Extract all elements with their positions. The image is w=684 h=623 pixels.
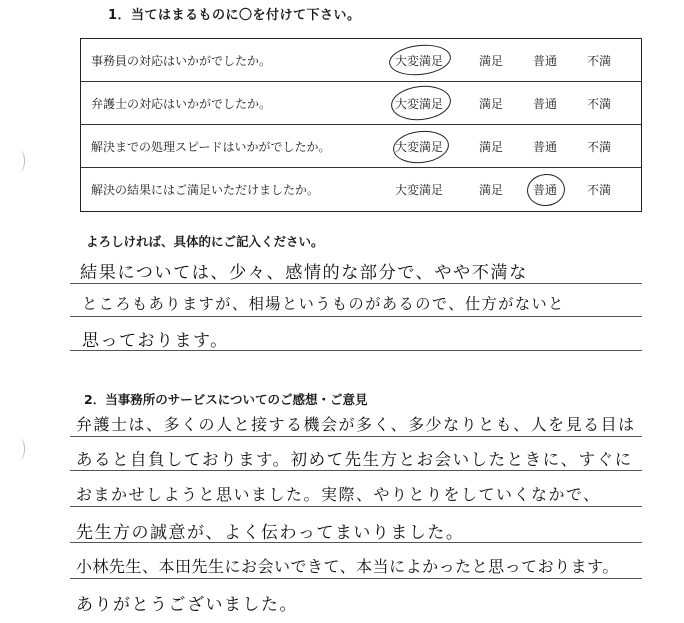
row-question: 事務員の対応はいかがでしたか。 — [91, 54, 272, 68]
handwritten-comment-line: 結果については、少々、感情的な部分で、やや不満な — [80, 263, 528, 283]
option-satisfied[interactable]: 満足 — [479, 140, 504, 154]
option-very-satisfied[interactable]: 大変満足 — [395, 54, 444, 68]
rating-row-lawyer — [81, 82, 641, 125]
selection-circle-mark — [391, 128, 450, 166]
selection-circle-mark — [525, 172, 566, 208]
comment-label: よろしければ、具体的にご記入ください。 — [86, 234, 324, 249]
handwritten-comment-line: 弁護士は、多くの人と接する機会が多く、多少なりとも、人を見る目は — [76, 415, 636, 434]
handwritten-comment-line: ありがとうございました。 — [76, 595, 298, 615]
option-satisfied[interactable]: 満足 — [479, 183, 504, 197]
ruled-line — [70, 436, 642, 437]
question-1-heading: 1．当てはまるものに〇を付けて下さい。 — [108, 8, 361, 23]
option-neutral[interactable]: 普通 — [533, 54, 558, 68]
selection-circle-mark — [389, 83, 452, 123]
handwritten-comment-line: 小林先生、本田先生にお会いできて、本当によかったと思っております。 — [76, 557, 619, 576]
ruled-line — [70, 316, 642, 317]
selection-circle-mark — [388, 42, 453, 78]
row-question: 解決の結果にはご満足いただけましたか。 — [91, 183, 320, 197]
option-satisfied[interactable]: 満足 — [479, 54, 504, 68]
option-dissatisfied[interactable]: 不満 — [587, 54, 612, 68]
rating-row-speed — [81, 125, 641, 168]
rating-row-staff — [81, 39, 641, 82]
handwritten-comment-line: 先生方の誠意が、よく伝わってまいりました。 — [76, 523, 465, 543]
handwritten-comment-line: あると自負しております。初めて先生方とお会いしたときに、すぐに — [76, 450, 633, 469]
option-very-satisfied[interactable]: 大変満足 — [395, 140, 444, 154]
option-neutral[interactable]: 普通 — [533, 140, 558, 154]
option-satisfied[interactable]: 満足 — [479, 97, 504, 111]
ruled-line — [70, 578, 642, 579]
row-question: 弁護士の対応はいかがでしたか。 — [91, 97, 272, 111]
option-dissatisfied[interactable]: 不満 — [587, 97, 612, 111]
handwritten-comment-line: 思っております。 — [82, 331, 229, 351]
ruled-line — [70, 283, 642, 284]
option-dissatisfied[interactable]: 不満 — [587, 183, 612, 197]
option-very-satisfied[interactable]: 大変満足 — [395, 183, 444, 197]
ruled-line — [70, 470, 642, 471]
option-dissatisfied[interactable]: 不満 — [587, 140, 612, 154]
option-very-satisfied[interactable]: 大変満足 — [395, 97, 444, 111]
option-neutral[interactable]: 普通 — [533, 183, 558, 197]
rating-table — [80, 38, 642, 212]
handwritten-comment-line: おまかせしようと思いました。実際、やりとりをしていくなかで、 — [76, 485, 601, 504]
scan-margin-mark — [14, 150, 25, 172]
question-2-heading: 2．当事務所のサービスについてのご感想・ご意見 — [84, 392, 368, 407]
ruled-line — [70, 506, 642, 507]
row-question: 解決までの処理スピードはいかがでしたか。 — [91, 140, 331, 154]
rating-row-result — [81, 168, 641, 211]
handwritten-comment-line: ところもありますが、相場というものがあるので、仕方がないと — [82, 295, 565, 313]
option-neutral[interactable]: 普通 — [533, 97, 558, 111]
scan-margin-mark — [14, 438, 25, 460]
